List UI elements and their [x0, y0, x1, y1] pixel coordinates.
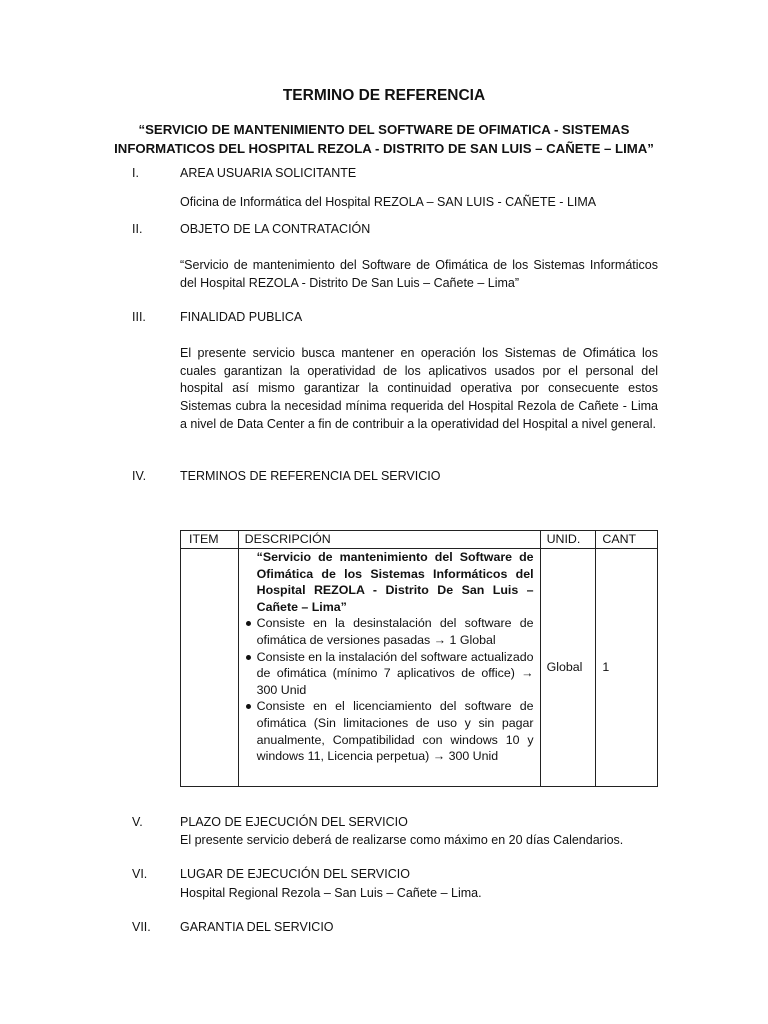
section-2-title: OBJETO DE LA CONTRATACIÓN: [180, 222, 371, 236]
section-1-body: Oficina de Informática del Hospital REZOLA – SAN LUIS - CAÑETE - LIMA: [180, 195, 597, 209]
section-7-title: GARANTIA DEL SERVICIO: [180, 920, 334, 934]
document-title: TERMINO DE REFERENCIA: [282, 87, 486, 104]
table-header-row: [181, 531, 658, 549]
section-3-body: El presente servicio busca mantener en operación los Sistemas de Ofimática los cuales garantizan la operatividad de los aplicativos usados por el personal del hospital así mismo garantizar la continuidad operativa por consecuente estos Sistemas cubra la necesidad mínima requerida del Hospital Rezola de Cañete - Lima a nivel de Data Center a fin de contribuir a la operatividad del Hospital a nivel general.: [180, 346, 658, 431]
section-2-body: “Servicio de mantenimiento del Software de Ofimática de los Sistemas Informáticos del Hospital REZOLA - Distrito De San Luis – Cañete – Lima”: [180, 258, 658, 290]
section-5-body: El presente servicio deberá de realizarse como máximo en 20 días Calendarios.: [180, 833, 624, 847]
section-5-title: PLAZO DE EJECUCIÓN DEL SERVICIO: [180, 815, 408, 829]
section-3-title: FINALIDAD PUBLICA: [180, 310, 303, 324]
description-title: “Servicio de mantenimiento del Software de Ofimática de los Sistemas Informáticos del Hospital REZOLA - Distrito De San Luis – Cañete – Lima”: [256, 550, 534, 614]
table-row: [181, 549, 658, 787]
header-item: ITEM: [181, 531, 239, 549]
bullet-item: Consiste en la instalación del software actualizado de ofimática (mínimo 7 aplicativos de office) → 300 Unid: [245, 649, 534, 699]
description-bullets: [245, 615, 534, 764]
document-subtitle: “SERVICIO DE MANTENIMIENTO DEL SOFTWARE DE OFIMATICA - SISTEMAS INFORMATICOS DEL HOSPITAL REZOLA - DISTRITO DE SAN LUIS – CAÑETE – LIMA”: [114, 122, 654, 156]
service-table: [180, 530, 658, 787]
section-1-number: I.: [132, 166, 139, 180]
description-cell: [238, 549, 540, 787]
quantity-cell: 1: [596, 549, 658, 787]
section-4-number: IV.: [132, 469, 147, 483]
section-6-body: Hospital Regional Rezola – San Luis – Cañete – Lima.: [180, 886, 482, 900]
item-cell: [181, 549, 239, 787]
header-unit: UNID.: [540, 531, 596, 549]
section-1-title: AREA USUARIA SOLICITANTE: [180, 166, 357, 180]
header-description: DESCRIPCIÓN: [238, 531, 540, 549]
unit-cell: Global: [540, 549, 596, 787]
section-7-number: VII.: [132, 920, 151, 934]
section-5-number: V.: [132, 815, 143, 829]
bullet-item: Consiste en la desinstalación del software de ofimática de versiones pasadas → 1 Global: [245, 615, 534, 648]
section-6-number: VI.: [132, 867, 148, 881]
header-quantity: CANT: [596, 531, 658, 549]
section-6-title: LUGAR DE EJECUCIÓN DEL SERVICIO: [180, 867, 410, 881]
section-2-number: II.: [132, 222, 143, 236]
section-3-number: III.: [132, 310, 146, 324]
section-4-title: TERMINOS DE REFERENCIA DEL SERVICIO: [180, 469, 441, 483]
bullet-item: Consiste en el licenciamiento del software de ofimática (Sin limitaciones de uso y sin pagar anualmente, Compatibilidad con windows 10 y windows 11, Licencia perpetua) → 300 Unid: [245, 698, 534, 764]
